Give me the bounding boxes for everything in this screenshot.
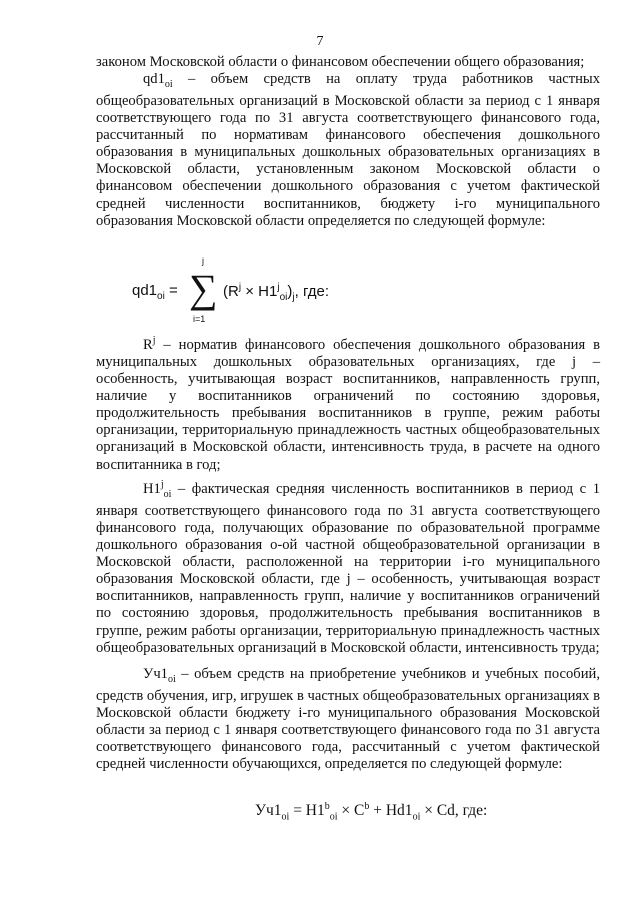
paragraph-law-ref: законом Московской области о финансовом обеспечении общего образования; [96,54,585,70]
uch1-definition-text: – объем средств на приобретение учебников и учебных пособий, средств обучения, игр, игрушек в частных общеобразовательных организациях в Московской области бюджету i-го муниципального образования Московской области за период с 1 января соответствующего финансового года по 31 августа соответствующего финансового года, рассчитанный с учетом фактической средней численности обучающихся, определяется по следующей формуле: [96,666,600,773]
formula-qd1-lhs-subscript: oi [157,291,165,302]
qd1-definition-text: – объем средств на оплату труда работников частных общеобразовательных организаций в Московской области за период с 1 января соответствующего года по 31 августа соответствующего финансового года, рассчитанный по нормативам финансового обеспечения дошкольного образования в муниципальных дошкольных образовательных организациях в Московской области, установленным законом Московской области о финансовом обеспечении дошкольного образования с учетом фактической средней численности воспитанников, бюджету i-го муниципального образования Московской области определяется по следующей формуле: [96,71,600,229]
formula-uch1-tail: × Cd, где: [420,802,488,820]
formula-qd1-body [223,282,329,303]
formula-uch1-h1-sup: b [324,801,330,812]
symbol-qd1: qd1 [143,71,165,87]
formula-qd1-tail: , где: [294,283,330,300]
formula-qd1-r-sup: j [238,282,242,293]
h1-definition-text: – фактическая средняя численность воспитанников в период с 1 января соответствующего финансового года по 31 августа соответствующего финансового года, получающих образование по образовательной программе дошкольного образования о-ой частной общеобразовательной организации в Московской области, расположенной на территории i-го муниципального образования Московской области, где j – особенность, учитывающая возраст воспитанников, направленность групп, наличие у воспитанников ограничений по состоянию здоровья, продолжительность пребывания воспитанников в группе, режим работы организации, территориальную принадлежность частных общеобразовательных организаций в Московской области, интенсивность труда; [96,480,600,656]
sum-lower-limit: i=1 [193,314,206,324]
formula-uch1-hd1: + Hd1 [369,802,413,820]
symbol-uch1-sub: oi [167,673,176,685]
symbol-h1-sub: oi [163,488,172,500]
symbol-uch1: Уч1 [143,666,168,682]
symbol-qd1-subscript: oi [164,78,173,90]
paragraph-r-definition [96,332,600,474]
formula-uch1-h1: = H1 [289,802,325,820]
formula-qd1-r: (R [223,283,239,300]
formula-uch1-h1-sub: oi [329,811,338,823]
paragraph-uch1-definition [96,666,600,773]
formula-qd1-lhs-symbol: qd1 [132,282,158,299]
paragraph-h1-definition [96,476,600,657]
paragraph-qd1-definition [96,71,600,230]
formula-qd1-close: ) [287,283,293,300]
formula-qd1-h1: × H1 [241,283,278,300]
formula-qd1-h1-sup: j [277,282,280,293]
formula-uch1-c: × C [337,802,365,820]
formula-qd1-lhs [132,282,178,302]
formula-uch1-c-sup: b [364,801,370,812]
formula-uch1 [255,801,487,822]
formula-uch1-lhs-sub: oi [281,811,290,823]
symbol-r-sup: j [152,335,156,346]
sum-upper-limit: j [202,256,204,266]
symbol-r: R [143,336,153,353]
formula-uch1-hd1-sub: oi [412,811,421,823]
formula-qd1-h1-sub: oi [279,292,288,303]
formula-uch1-lhs: Уч1 [255,802,282,820]
page-number: 7 [316,34,324,49]
formula-qd1-equals: = [169,282,178,299]
formula-qd1-close-sub: j [292,292,295,303]
sum-sign: ∑ [189,266,218,311]
symbol-h1-sup: j [160,479,164,490]
symbol-h1: H1 [143,480,161,497]
r-definition-text: – норматив финансового обеспечения дошкольного образования в муниципальных дошкольных образовательных организациях, где j – особенность, учитывающая возраст воспитанников, направленность групп, наличие у воспитанников ограничений по состоянию здоровья, продолжительность пребывания воспитанников в группе, режим работы организации, территориальную принадлежность частных общеобразовательных организаций в Московской области, интенсивность труда, в расчете на одного воспитанника в год; [96,336,600,473]
